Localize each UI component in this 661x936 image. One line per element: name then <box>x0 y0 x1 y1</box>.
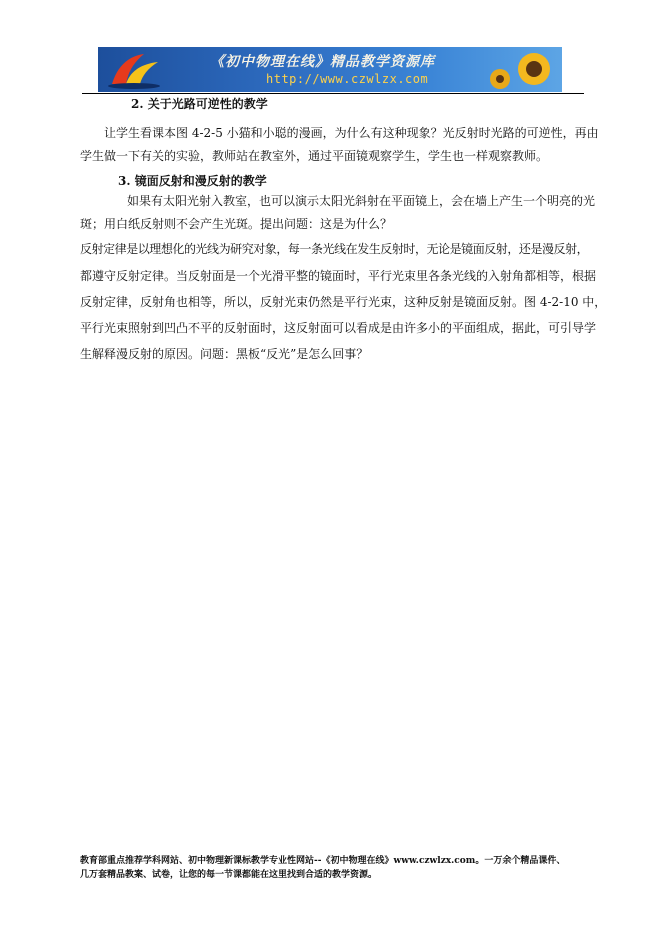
section-3-line-7: 生解释漫反射的原因。问题：黑板“反光”是怎么回事？ <box>80 347 369 361</box>
site-logo-icon <box>104 50 166 90</box>
section-3-line-1: 如果有太阳光射入教室，也可以演示太阳光斜射在平面镜上，会在墙上产生一个明亮的光 <box>127 194 596 208</box>
section-2-line-2: 学生做一下有关的实验，教师站在教室外，通过平面镜观察学生，学生也一样观察教师。 <box>80 149 549 163</box>
banner-url[interactable]: http://www.czwlzx.com <box>266 72 429 86</box>
header-banner <box>98 47 562 92</box>
section-3-line-2: 斑；用白纸反射则不会产生光斑。提出问题：这是为什么？ <box>80 217 393 231</box>
section-3-line-4: 都遵守反射定律。当反射面是一个光滑平整的镜面时，平行光束里各条光线的入射角都相等，根据 <box>80 269 597 283</box>
banner-title: 《初中物理在线》精品教学资源库 <box>210 54 435 70</box>
footer-line-1: 教育部重点推荐学科网站、初中物理新课标教学专业性网站--《初中物理在线》www.czwlzx.com。一万余个精品课件、 <box>80 856 566 866</box>
section-2-line-1: 让学生看课本图 4-2-5 小猫和小聪的漫画，为什么有这种现象？光反射时光路的可逆性，再由 <box>104 126 599 140</box>
section-3-line-5: 反射定律，反射角也相等，所以，反射光束仍然是平行光束，这种反射是镜面反射。图 4-2-10 中， <box>80 295 607 309</box>
sunflower-icon <box>476 49 556 91</box>
header-divider <box>82 93 584 94</box>
section-3-line-6: 平行光束照射到凹凸不平的反射面时，这反射面可以看成是由许多小的平面组成，据此，可引导学 <box>80 321 597 335</box>
section-3-line-3: 反射定律是以理想化的光线为研究对象，每一条光线在发生反射时，无论是镜面反射，还是漫反射， <box>80 242 589 256</box>
footer-line-2: 几万套精品教案、试卷，让您的每一节课都能在这里找到合适的教学资源。 <box>80 870 378 880</box>
section-3-heading: 3. 镜面反射和漫反射的教学 <box>118 174 267 188</box>
section-2-heading: 2. 关于光路可逆性的教学 <box>131 97 268 111</box>
